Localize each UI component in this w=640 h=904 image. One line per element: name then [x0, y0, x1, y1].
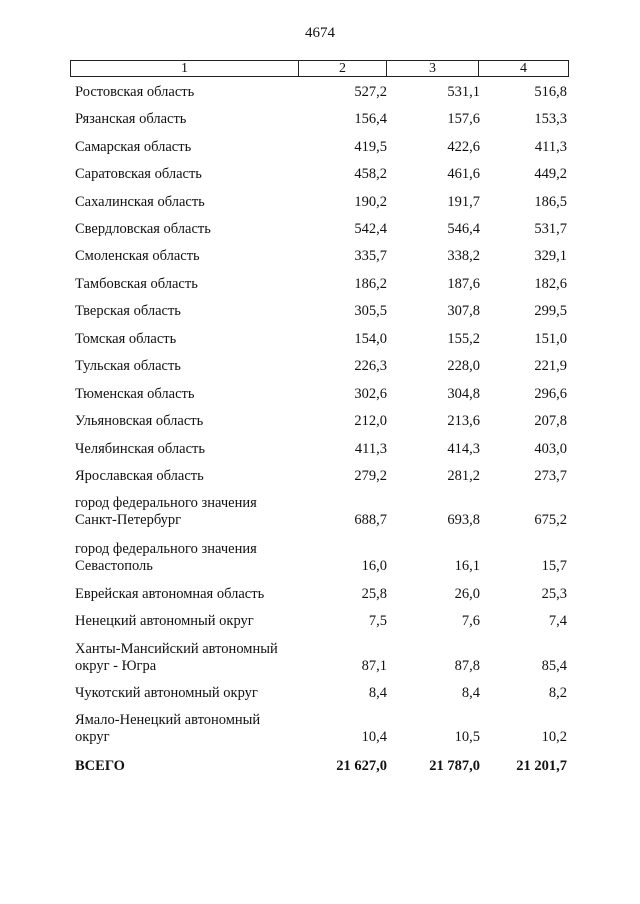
region-name: Рязанская область: [75, 111, 187, 127]
value-col-2: 411,3: [354, 441, 387, 457]
value-col-4: 151,0: [534, 331, 567, 347]
value-col-2: 335,7: [354, 248, 387, 264]
value-col-2: 279,2: [354, 468, 387, 484]
value-col-4: 25,3: [541, 586, 567, 602]
value-col-3: 693,8: [447, 512, 480, 528]
value-col-3: 281,2: [447, 468, 480, 484]
value-col-4: 153,3: [534, 111, 567, 127]
value-col-4: 516,8: [534, 84, 567, 100]
region-name: Ярославская область: [75, 468, 204, 484]
value-col-3: 531,1: [447, 84, 480, 100]
value-col-4: 411,3: [534, 139, 567, 155]
region-name: Ненецкий автономный округ: [75, 613, 254, 629]
header-col-3: 3: [387, 61, 479, 76]
value-col-2: 7,5: [368, 613, 387, 629]
value-col-2: 154,0: [354, 331, 387, 347]
value-col-3: 338,2: [447, 248, 480, 264]
region-name: Ульяновская область: [75, 413, 204, 429]
value-col-3: 155,2: [447, 331, 480, 347]
value-col-4: 221,9: [534, 358, 567, 374]
region-name-line-1: город федерального значения: [75, 495, 257, 511]
region-name: Тюменская область: [75, 386, 195, 402]
region-name-line-2: округ: [75, 729, 110, 745]
value-col-4: 403,0: [534, 441, 567, 457]
region-name-line-2: Севастополь: [75, 558, 153, 574]
value-col-3: 16,1: [454, 558, 480, 574]
value-col-4: 329,1: [534, 248, 567, 264]
value-col-4: 296,6: [534, 386, 567, 402]
value-col-4: 186,5: [534, 194, 567, 210]
value-col-2: 186,2: [354, 276, 387, 292]
value-col-2: 226,3: [354, 358, 387, 374]
value-col-4: 8,2: [548, 685, 567, 701]
value-col-4: 531,7: [534, 221, 567, 237]
value-col-2: 305,5: [354, 303, 387, 319]
value-col-2: 302,6: [354, 386, 387, 402]
value-col-3: 87,8: [454, 658, 480, 674]
region-name: Саратовская область: [75, 166, 202, 182]
total-col-4: 21 201,7: [516, 758, 567, 774]
value-col-4: 85,4: [541, 658, 567, 674]
value-col-3: 26,0: [454, 586, 480, 602]
page-number: 4674: [305, 25, 335, 41]
value-col-3: 422,6: [447, 139, 480, 155]
value-col-3: 414,3: [447, 441, 480, 457]
region-name: Чукотский автономный округ: [75, 685, 258, 701]
value-col-2: 542,4: [354, 221, 387, 237]
value-col-3: 7,6: [461, 613, 480, 629]
region-name: Челябинская область: [75, 441, 205, 457]
value-col-3: 157,6: [447, 111, 480, 127]
value-col-3: 546,4: [447, 221, 480, 237]
region-name-line-2: Санкт-Петербург: [75, 512, 182, 528]
region-name: Тамбовская область: [75, 276, 198, 292]
value-col-2: 87,1: [361, 658, 387, 674]
region-name: Свердловская область: [75, 221, 211, 237]
region-name-line-1: город федерального значения: [75, 541, 257, 557]
value-col-2: 190,2: [354, 194, 387, 210]
total-label: ВСЕГО: [75, 758, 125, 774]
region-name: Сахалинская область: [75, 194, 205, 210]
region-name: Тульская область: [75, 358, 181, 374]
value-col-4: 10,2: [541, 729, 567, 745]
region-name: Еврейская автономная область: [75, 586, 265, 602]
header-col-2: 2: [299, 61, 387, 76]
region-name: Самарская область: [75, 139, 192, 155]
value-col-4: 449,2: [534, 166, 567, 182]
value-col-2: 10,4: [361, 729, 387, 745]
value-col-4: 299,5: [534, 303, 567, 319]
value-col-3: 461,6: [447, 166, 480, 182]
value-col-2: 16,0: [361, 558, 387, 574]
value-col-2: 527,2: [354, 84, 387, 100]
total-col-2: 21 627,0: [336, 758, 387, 774]
region-name: Томская область: [75, 331, 177, 347]
value-col-4: 207,8: [534, 413, 567, 429]
region-name: Смоленская область: [75, 248, 200, 264]
value-col-2: 8,4: [368, 685, 387, 701]
value-col-2: 212,0: [354, 413, 387, 429]
header-col-1: 1: [71, 61, 299, 76]
value-col-2: 688,7: [354, 512, 387, 528]
header-col-4: 4: [520, 61, 527, 76]
value-col-4: 15,7: [541, 558, 567, 574]
value-col-2: 156,4: [354, 111, 387, 127]
total-col-3: 21 787,0: [429, 758, 480, 774]
region-name: Ростовская область: [75, 84, 195, 100]
value-col-3: 8,4: [461, 685, 480, 701]
region-name-line-1: Ханты-Мансийский автономный: [75, 641, 278, 657]
value-col-3: 10,5: [454, 729, 480, 745]
table-header-row: [70, 60, 569, 77]
value-col-4: 675,2: [534, 512, 567, 528]
value-col-3: 228,0: [447, 358, 480, 374]
region-name-line-1: Ямало-Ненецкий автономный: [75, 712, 261, 728]
value-col-3: 187,6: [447, 276, 480, 292]
value-col-4: 182,6: [534, 276, 567, 292]
value-col-4: 273,7: [534, 468, 567, 484]
value-col-3: 304,8: [447, 386, 480, 402]
value-col-2: 419,5: [354, 139, 387, 155]
value-col-4: 7,4: [548, 613, 567, 629]
region-name-line-2: округ - Югра: [75, 658, 157, 674]
value-col-3: 191,7: [447, 194, 480, 210]
value-col-3: 307,8: [447, 303, 480, 319]
value-col-3: 213,6: [447, 413, 480, 429]
value-col-2: 25,8: [361, 586, 387, 602]
region-name: Тверская область: [75, 303, 181, 319]
value-col-2: 458,2: [354, 166, 387, 182]
